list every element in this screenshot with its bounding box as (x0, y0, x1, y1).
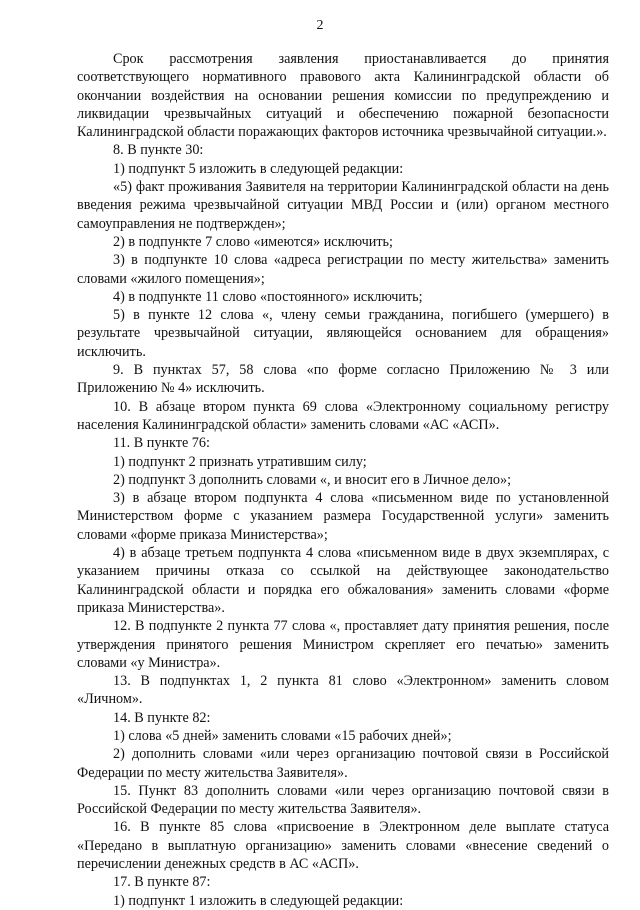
document-body (77, 50, 609, 910)
paragraph: 1) подпункт 5 изложить в следующей редакции: (113, 160, 404, 177)
paragraph: 2) в подпункте 7 слово «имеются» исключить; (113, 233, 393, 250)
paragraph: 2) подпункт 3 дополнить словами «, и вносит его в Личное дело»; (113, 471, 512, 488)
paragraph: 11. В пункте 76: (113, 435, 210, 452)
paragraph: 1) подпункт 1 изложить в следующей редакции: (113, 892, 404, 909)
paragraph: 8. В пункте 30: (113, 142, 204, 159)
paragraph: 12. В подпункте 2 пункта 77 слова «, проставляет дату принятия решения, после утверждения принятого решения Министром скрепляет его печатью» заменить словами «у Министра». (77, 618, 609, 671)
paragraph: 15. Пункт 83 дополнить словами «или через организацию почтовой связи в Российской Федерации по месту жительства Заявителя». (77, 782, 609, 818)
paragraph: 17. В пункте 87: (113, 874, 211, 891)
paragraph: 3) в подпункте 10 слова «адреса регистрации по месту жительства» заменить словами «жилого помещения»; (77, 252, 609, 287)
page-number: 2 (316, 18, 324, 33)
paragraph: 9. В пунктах 57, 58 слова «по форме согласно Приложению № 3 или Приложению № 4» исключить. (77, 362, 609, 397)
paragraph: 1) подпункт 2 признать утратившим силу; (113, 453, 367, 470)
paragraph: 13. В подпунктах 1, 2 пункта 81 слово «Электронном» заменить словом «Личном». (77, 673, 609, 708)
paragraph: 2) дополнить словами «или через организацию почтовой связи в Российской Федерации по месту жительства Заявителя». (77, 746, 609, 781)
paragraph: 5) в пункте 12 слова «, члену семьи гражданина, погибшего (умершего) в результате чрезвычайной ситуации, являющейся основанием для обращения» исключить. (77, 307, 609, 360)
paragraph: 3) в абзаце втором подпункта 4 слова «письменном виде по установленной Министерством форме с указанием размера Государственной услуги» заменить словами «форме приказа Министерства»; (77, 490, 609, 543)
paragraph: 16. В пункте 85 слова «присвоение в Электронном деле выплате статуса «Передано в выплатную организацию» заменить словами «внесение сведений о перечислении денежных средств в АС «АСП». (77, 819, 609, 873)
paragraph: «5) факт проживания Заявителя на территории Калининградской области на день введения режима чрезвычайной ситуации МВД России и (или) органом местного самоуправления не подтвержден»; (77, 179, 609, 232)
paragraph: 1) слова «5 дней» заменить словами «15 рабочих дней»; (113, 727, 452, 744)
paragraph: Срок рассмотрения заявления приостанавливается до принятия соответствующего нормативного правового акта Калининградской области об окончании воздействия на основании решения комиссии по предупреждению и ликвидации чрезвычайных ситуаций и обеспечению пожарной безопасности Калининградской области поражающих факторов источника чрезвычайной ситуации.». (77, 51, 609, 141)
paragraph: 14. В пункте 82: (113, 709, 211, 726)
paragraph: 4) в абзаце третьем подпункта 4 слова «письменном виде в двух экземплярах, с указанием причины отказа со ссылкой на действующее законодательство Калининградской области и порядка его обжалования» заменить словами «форме приказа Министерства». (77, 545, 609, 616)
paragraph: 4) в подпункте 11 слово «постоянного» исключить; (113, 288, 423, 305)
paragraph: 10. В абзаце втором пункта 69 слова «Электронному социальному регистру населения Калининградской области» заменить словами «АС «АСП». (77, 398, 609, 433)
